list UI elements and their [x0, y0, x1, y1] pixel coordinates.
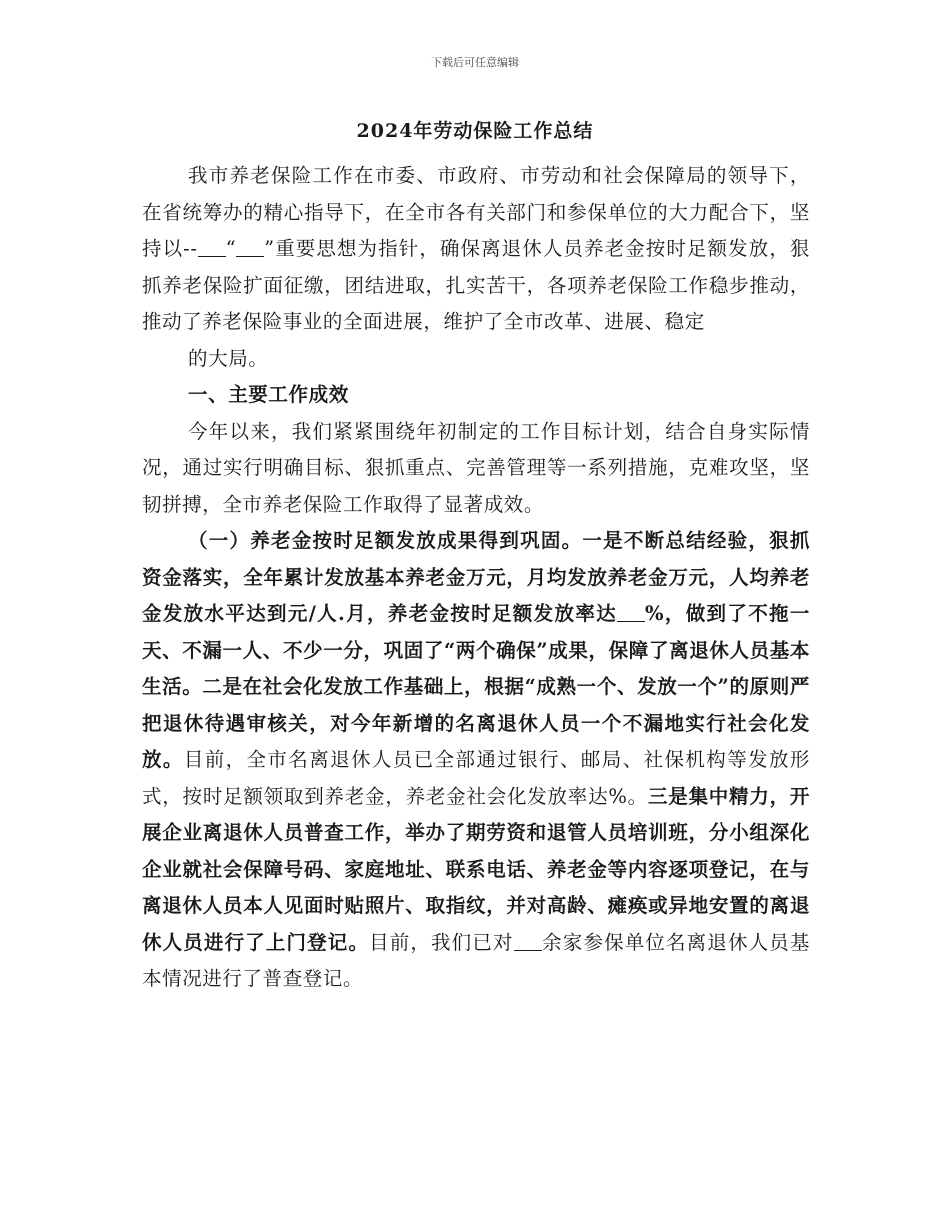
item-normal-text-b: 目前，我们已对 [369, 930, 514, 954]
blank-underline [236, 238, 264, 257]
item-bold-text-b: %，做到了不拖一天、不漏一人、不少一分，巩固了“两个确保”成果，保障了离退休人员基本生活。二是在社会化发放工作基础上，根据“成熟一个、发放一个”的原则严把退休待遇审核关，对今年新增的名离退休人员一个不漏地实行社会化发放。 [142, 602, 810, 771]
item-normal-text-a: 目前，全市名离退休人员已全部通过银行、邮局、社保机构等发放形式，按时足额领取到养老金，养老金社会化发放率达%。 [142, 748, 810, 808]
section-paragraph: 今年以来，我们紧紧围绕年初制定的工作目标计划，结合自身实际情况，通过实行明确目标、狠抓重点、完善管理等一系列措施，克难攻坚，坚韧拼搏，全市养老保险工作取得了显著成效。 [142, 419, 810, 516]
blank-underline [617, 603, 645, 622]
blank-underline [514, 932, 542, 951]
section-heading: 一、主要工作成效 [188, 383, 349, 406]
item-paragraph [142, 523, 810, 998]
intro-paragraph [142, 158, 810, 341]
item-bold-text-a: （一）养老金按时足额发放成果得到巩固。一是不断总结经验，狠抓资金落实，全年累计发放基本养老金万元，月均发放养老金万元，人均养老金发放水平达到元/人.月，养老金按时足额发放率达 [142, 529, 810, 625]
document-body [142, 158, 810, 998]
intro-text-a: 我市养老保险工作在市委、市政府、市劳动和社会保障局的领导下，在省统筹办的精心指导下，在全市各有关部门和参保单位的大力配合下，坚持以-- [142, 164, 810, 260]
item-normal-text-c: 余家参保单位名离退休人员基本情况进行了普查登记。 [142, 930, 810, 990]
intro-quote-open: “ [225, 237, 237, 260]
page-title: 2024年劳动保险工作总结 [356, 120, 594, 142]
item-bold-text-c: 三是集中精力，开展企业离退休人员普查工作，举办了期劳资和退管人员培训班，分小组深化企业就社会保障号码、家庭地址、联系电话、养老金等内容逐项登记，在与离退休人员本人见面时贴照片、取指纹，并对高龄、瘫痪或异地安置的离退休人员进行了上门登记。 [142, 784, 810, 954]
header-note: 下载后可任意编辑 [431, 56, 519, 69]
intro-paragraph-end: 的大局。 [188, 346, 269, 370]
blank-underline [198, 238, 226, 257]
intro-text-b: ”重要思想为指针，确保离退休人员养老金按时足额发放，狠抓养老保险扩面征缴，团结进取，扎实苦干，各项养老保险工作稳步推动，推动了养老保险事业的全面进展，维护了全市改革、进展、稳定 [142, 237, 811, 333]
